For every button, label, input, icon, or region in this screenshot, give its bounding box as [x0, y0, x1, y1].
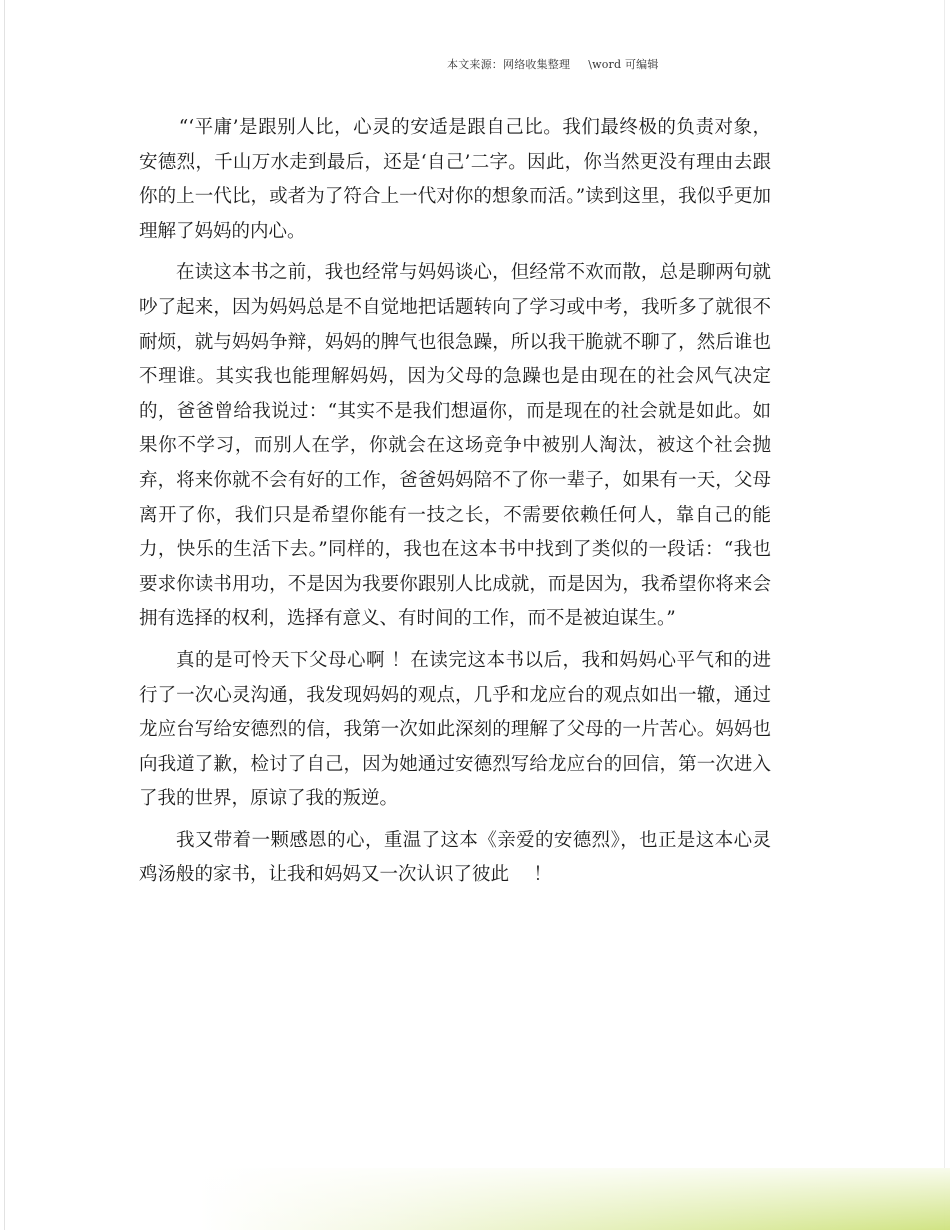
paragraph-3: 真的是可怜天下父母心啊 ！在读完这本书以后，我和妈妈心平气和的进行了一次心灵沟通，我发现妈妈的观点，几乎和龙应台的观点如出一辙，通过龙应台写给安德烈的信，我第一次如此深刻的理解了父母的一片苦心。妈妈也向我道了歉，检讨了自己，因为她通过安德烈写给龙应台的回信，第一次进入了我的世界，原谅了我的叛逆。	[139, 649, 771, 810]
page-header	[447, 56, 659, 72]
footer-gradient-band	[200, 1168, 950, 1230]
paragraph-2: 在读这本书之前，我也经常与妈妈谈心，但经常不欢而散，总是聊两句就吵了起来，因为妈妈总是不自觉地把话题转向了学习或中考，我听多了就很不耐烦，就与妈妈争辩，妈妈的脾气也很急躁，所以我干脆就不聊了，然后谁也不理谁。其实我也能理解妈妈，因为父母的急躁也是由现在的社会风气决定的，爸爸曾给我说过：“其实不是我们想逼你，而是现在的社会就是如此。如果你不学习，而别人在学，你就会在这场竞争中被别人淘汰，被这个社会抛弃，将来你就不会有好的工作，爸爸妈妈陪不了你一辈子，如果有一天，父母离开了你，我们只是希望你能有一技之长，不需要依赖任何人，靠自己的能力，快乐的生活下去。”同样的，我也在这本书中找到了类似的一段话：“我也要求你读书用功，不是因为我要你跟别人比成就，而是因为，我希望你将来会拥有选择的权利，选择有意义、有时间的工作，而不是被迫谋生。”	[139, 262, 771, 630]
paragraph-1: “‘平庸’是跟别人比，心灵的安适是跟自己比。我们最终极的负责对象，安德烈，千山万水走到最后，还是‘自己’二字。因此，你当然更没有理由去跟你的上一代比，或者为了符合上一代对你的想象而活。”读到这里，我似乎更加理解了妈妈的内心。	[139, 117, 771, 242]
header-editable-note: \word 可编辑	[588, 58, 659, 71]
page-right-border	[944, 0, 945, 1230]
page-left-border	[4, 0, 5, 1230]
header-source: 本文来源：网络收集整理	[447, 58, 571, 71]
document-body	[139, 111, 771, 900]
paragraph-4: 我又带着一颗感恩的心，重温了这本《亲爱的安德烈》，也正是这本心灵鸡汤般的家书，让我和妈妈又一次认识了彼此 ！	[139, 829, 771, 886]
